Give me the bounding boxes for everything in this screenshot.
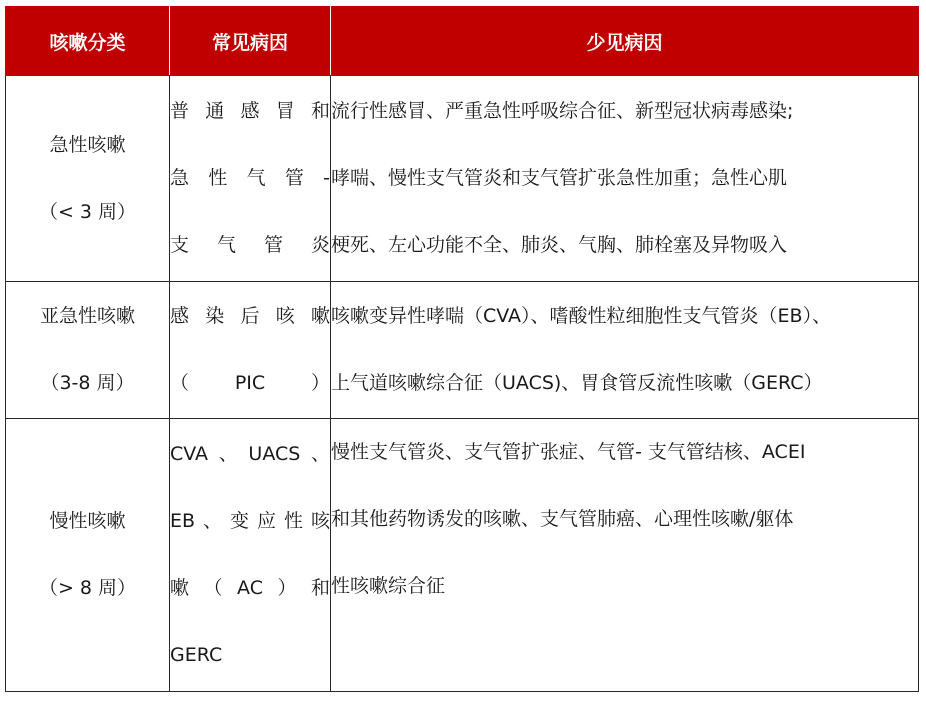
category-name: 亚急性咳嗽 xyxy=(39,305,135,327)
rare-cause-line: 和其他药物诱发的咳嗽、支气管肺癌、心理性咳嗽/躯体 xyxy=(331,508,794,530)
category-duration: （> 8 周） xyxy=(38,577,137,599)
common-causes-cell xyxy=(170,76,331,282)
rare-cause-line: 慢性支气管炎、支气管扩张症、气管- 支气管结核、ACEI xyxy=(331,441,806,463)
rare-cause-line: 梗死、左心功能不全、肺炎、气胸、肺栓塞及异物吸入 xyxy=(331,234,788,256)
header-common-causes: 常见病因 xyxy=(170,7,331,76)
rare-causes-cell xyxy=(331,282,919,419)
common-cause-line: 感染后咳嗽 xyxy=(170,305,330,327)
category-cell xyxy=(6,419,170,692)
category-duration: （< 3 周） xyxy=(38,200,137,223)
category-name: 急性咳嗽 xyxy=(49,133,126,156)
table-header xyxy=(6,7,919,76)
category-duration: （3-8 周） xyxy=(40,372,135,394)
common-cause-line: 急性气管- xyxy=(170,167,330,189)
rare-causes-cell xyxy=(331,419,919,692)
category-name: 慢性咳嗽 xyxy=(49,510,126,532)
common-cause-line: （PIC） xyxy=(170,372,330,394)
rare-cause-line: 上气道咳嗽综合征（UACS)、胃食管反流性咳嗽（GERC） xyxy=(331,372,823,394)
rare-cause-line: 性咳嗽综合征 xyxy=(331,575,446,597)
table-row xyxy=(6,419,919,692)
common-cause-line: CVA、UACS、 xyxy=(170,443,330,465)
table-row xyxy=(6,76,919,282)
common-cause-line: EB、变应性咳 xyxy=(170,510,330,532)
common-cause-line: 普通感冒和 xyxy=(170,100,330,122)
common-cause-line: GERC xyxy=(170,644,223,666)
rare-causes-cell xyxy=(331,76,919,282)
header-rare-causes: 少见病因 xyxy=(331,7,919,76)
rare-cause-line: 咳嗽变异性哮喘（CVA）、嗜酸性粒细胞性支气管炎（EB）、 xyxy=(331,305,832,327)
rare-cause-line: 哮喘、慢性支气管炎和支气管扩张急性加重；急性心肌 xyxy=(331,167,788,189)
header-category: 咳嗽分类 xyxy=(6,7,170,76)
common-causes-cell xyxy=(170,419,331,692)
common-cause-line: 支气管炎 xyxy=(170,234,330,256)
rare-cause-line: 流行性感冒、严重急性呼吸综合征、新型冠状病毒感染; xyxy=(331,100,794,122)
cough-classification-table xyxy=(5,6,919,692)
category-cell xyxy=(6,76,170,282)
table-row xyxy=(6,282,919,419)
common-cause-line: 嗽（AC）和 xyxy=(170,577,330,599)
common-causes-cell xyxy=(170,282,331,419)
category-cell xyxy=(6,282,170,419)
